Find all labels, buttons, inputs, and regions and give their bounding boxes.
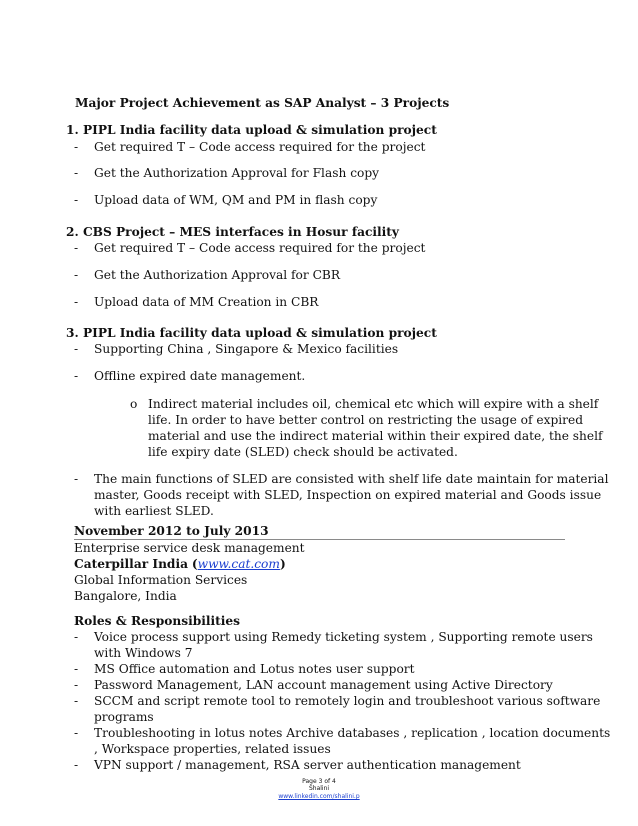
project-2-title: 2. CBS Project – MES interfaces in Hosur facility (66, 225, 399, 239)
project-2-item-1: Get required T – Code access required for the project (94, 241, 426, 255)
job-location: Bangalore, India (74, 589, 177, 603)
role-item-2: MS Office automation and Lotus notes user support (94, 662, 415, 676)
job-department: Global Information Services (74, 573, 248, 587)
roles-title: Roles & Responsibilities (74, 614, 241, 628)
footer-page-number: Page 3 of 4 (302, 778, 336, 785)
bullet-dash: - (74, 758, 79, 772)
sub-bullet-marker: o (130, 397, 138, 411)
sled-line-1: The main functions of SLED are consisted with shelf life date maintain for material (94, 472, 609, 486)
bullet-dash: - (74, 295, 79, 309)
role-item-4-line-1: SCCM and script remote tool to remotely login and troubleshoot various software (94, 694, 601, 708)
section-divider (74, 539, 565, 540)
bullet-dash: - (74, 241, 79, 255)
bullet-dash: - (74, 166, 79, 180)
project-2-item-2: Get the Authorization Approval for CBR (94, 268, 341, 282)
project-1-item-1: Get required T – Code access required for the project (94, 140, 426, 154)
bullet-dash: - (74, 193, 79, 207)
role-item-5-line-1: Troubleshooting in lotus notes Archive databases , replication , location documents (94, 726, 611, 740)
role-item-6: VPN support / management, RSA server authentication management (94, 758, 521, 772)
bullet-dash: - (74, 342, 79, 356)
subitem-line-1: Indirect material includes oil, chemical etc which will expire with a shelf (148, 397, 599, 411)
company-line (74, 557, 286, 571)
role-item-3: Password Management, LAN account management using Active Directory (94, 678, 553, 692)
bullet-dash: - (74, 369, 79, 383)
bullet-dash: - (74, 726, 79, 740)
footer-name: Shalini (308, 785, 330, 792)
company-paren-open: ( (191, 557, 198, 571)
bullet-dash: - (74, 630, 79, 644)
job-period: November 2012 to July 2013 (74, 524, 269, 538)
role-item-1-line-1: Voice process support using Remedy ticketing system , Supporting remote users (94, 630, 593, 644)
section-heading: Major Project Achievement as SAP Analyst – 3 Projects (75, 96, 450, 110)
bullet-dash: - (74, 472, 79, 486)
role-item-5-line-2: , Workspace properties, related issues (94, 742, 331, 756)
sled-line-3: with earliest SLED. (94, 504, 214, 518)
subitem-line-2: life. In order to have better control on restricting the usage of expired (148, 413, 584, 427)
bullet-dash: - (74, 662, 79, 676)
project-3-item-2: Offline expired date management. (94, 369, 306, 383)
company-website-link[interactable]: www.cat.com (197, 557, 280, 571)
project-3-item-1: Supporting China , Singapore & Mexico facilities (94, 342, 399, 356)
project-1-item-2: Get the Authorization Approval for Flash copy (94, 166, 380, 180)
project-3-title: 3. PIPL India facility data upload & simulation project (66, 326, 437, 340)
role-item-1-line-2: with Windows 7 (94, 646, 193, 660)
footer-link-wrap (0, 793, 638, 800)
project-1-item-3: Upload data of WM, QM and PM in flash copy (94, 193, 378, 207)
bullet-dash: - (74, 268, 79, 282)
company-paren-close: ) (279, 557, 286, 571)
footer-linkedin-link[interactable]: www.linkedin.com/shalini.p (278, 793, 360, 800)
bullet-dash: - (74, 694, 79, 708)
role-item-4-line-2: programs (94, 710, 154, 724)
bullet-dash: - (74, 140, 79, 154)
project-1-title: 1. PIPL India facility data upload & simulation project (66, 123, 437, 137)
project-2-item-3: Upload data of MM Creation in CBR (94, 295, 319, 309)
job-role: Enterprise service desk management (74, 541, 305, 555)
subitem-line-3: material and use the indirect material within their expired date, the shelf (148, 429, 603, 443)
sled-line-2: master, Goods receipt with SLED, Inspection on expired material and Goods issue (94, 488, 602, 502)
bullet-dash: - (74, 678, 79, 692)
company-name: Caterpillar India (74, 557, 188, 571)
subitem-line-4: life expiry date (SLED) check should be activated. (148, 445, 458, 459)
